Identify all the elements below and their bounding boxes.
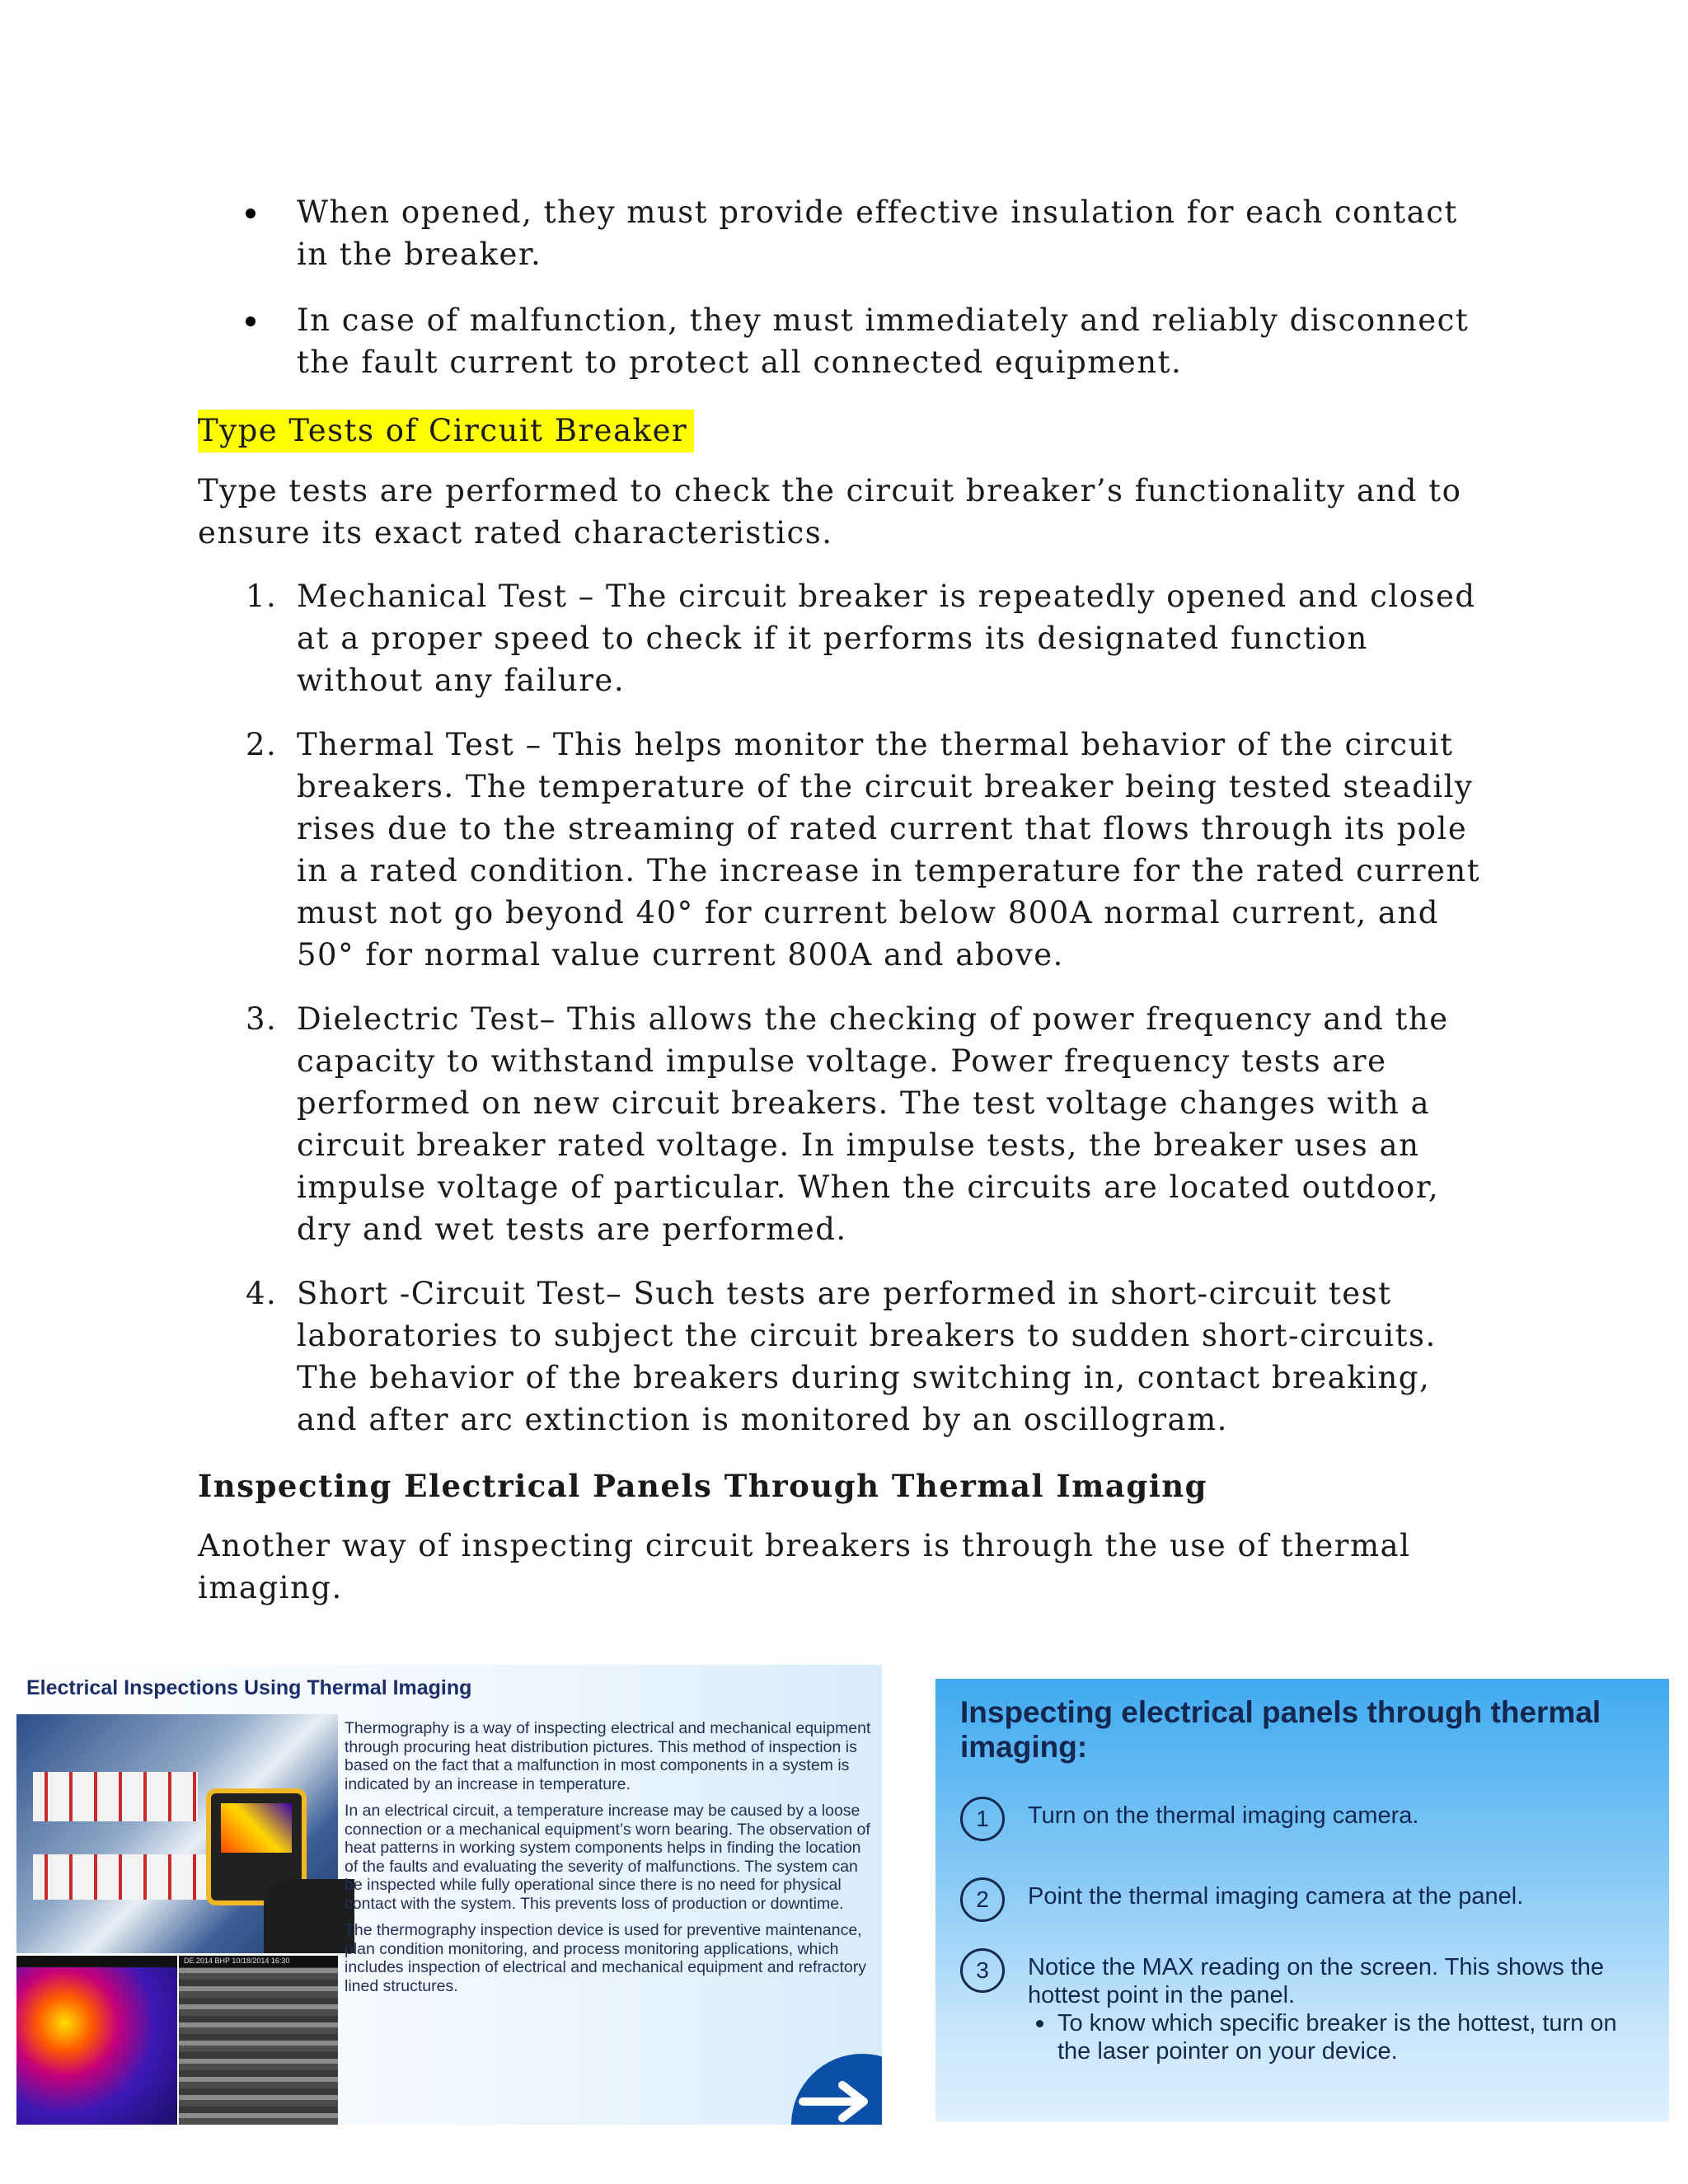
infographic-title: Inspecting electrical panels through thermal imaging: <box>960 1695 1601 1764</box>
bullet-list <box>198 191 1484 407</box>
step-number-icon: 1 <box>960 1797 1005 1841</box>
infographic-paragraph: The thermography inspection device is used for preventive maintenance, plan condition monitoring, and process monitoring applications, which includes inspection of electrical and mechanical equipment and refractory lined structures. <box>345 1921 867 1995</box>
type-tests-intro: Type tests are performed to check the circuit breaker’s functionality and to ensure its exact rated characteristics. <box>198 473 1462 551</box>
thermal-image-status-strip <box>179 1956 338 1967</box>
thermal-inspection-infographic <box>16 1665 882 2125</box>
step-text-block <box>1028 1953 1654 2065</box>
infographic-paragraph: Thermography is a way of inspecting electrical and mechanical equipment through procuring heat distribution pictures. This method of inspection is based on the fact that a malfunction in most components in a system is indicated by an increase in temperature. <box>345 1719 871 1793</box>
list-item-text: Dielectric Test– This allows the checking of power frequency and the capacity to withstand impulse voltage. Power frequency tests are performed on new circuit breakers. The test voltage changes with a circuit breaker rated voltage. In impulse tests, the breaker uses an impulse voltage of particular. When the circuits are located outdoor, dry and wet tests are performed. <box>297 1001 1449 1247</box>
infographic-title: Electrical Inspections Using Thermal Imaging <box>26 1676 472 1699</box>
bullet-icon <box>1036 2020 1043 2027</box>
step-subpoint-text: To know which specific breaker is the hottest, turn on the laser pointer on your device. <box>1057 2010 1617 2064</box>
inspection-steps-infographic <box>935 1679 1669 2121</box>
list-item <box>198 299 1484 383</box>
list-item-text: Thermal Test – This helps monitor the thermal behavior of the circuit breakers. The temperature of the circuit breaker being tested steadily rises due to the streaming of rated current that flows through its pole in a rated condition. The increase in temperature for the rated current must not go beyond 40° for current below 800A normal current, and 50° for normal value current 800A and above. <box>297 727 1481 972</box>
step-text: Notice the MAX reading on the screen. This shows the hottest point in the panel. <box>1028 1954 1605 2008</box>
infographic-paragraph: In an electrical circuit, a temperature increase may be caused by a loose connection or a mechanical equipment’s worn bearing. The observation of heat patterns in working system components helps in finding the location of the faults and evaluating the severity of malfunctions. The system can be inspected while fully operational since there is no need for physical contact with the system. This prevents loss of production or downtime. <box>345 1802 870 1913</box>
list-item <box>198 575 1484 701</box>
step-text: Point the thermal imaging camera at the panel. <box>1028 1883 1524 1910</box>
bullet-icon <box>246 209 256 218</box>
arrow-right-icon <box>791 2054 882 2125</box>
list-item-text: Mechanical Test – The circuit breaker is repeatedly opened and closed at a proper speed to check if it performs its designated function without any failure. <box>297 579 1476 698</box>
camera-screen <box>221 1803 292 1853</box>
step-subpoint <box>1028 2009 1654 2065</box>
breaker-row-image <box>33 1854 214 1900</box>
type-tests-heading: Type Tests of Circuit Breaker <box>198 410 694 452</box>
infographic-body <box>345 1719 872 2004</box>
list-item <box>198 191 1484 275</box>
list-item <box>198 724 1484 976</box>
thermal-timestamp: DE.2014 BHP 10/18/2014 16:30 <box>184 1957 290 1965</box>
step-number-icon: 2 <box>960 1877 1005 1922</box>
list-number: 4. <box>246 1276 278 1311</box>
numbered-list <box>198 575 1484 1463</box>
list-item-text: Short -Circuit Test– Such tests are performed in short-circuit test laboratories to subject the circuit breakers to sudden short-circuits. The behavior of the breakers during switching in, contact breaking, and after arc extinction is monitored by an oscillogram. <box>297 1276 1437 1437</box>
list-item <box>198 1272 1484 1441</box>
breaker-row-image <box>33 1772 198 1821</box>
list-number: 1. <box>246 579 278 614</box>
thermal-imaging-intro: Another way of inspecting circuit breakers is through the use of thermal imaging. <box>198 1528 1411 1605</box>
panel-photo <box>179 1956 338 2125</box>
bullet-icon <box>246 316 256 326</box>
list-number: 2. <box>246 727 278 762</box>
thermal-imaging-heading: Inspecting Electrical Panels Through Thermal Imaging <box>198 1468 1208 1504</box>
bullet-text: When opened, they must provide effective insulation for each contact in the breaker. <box>297 194 1458 272</box>
panel-inspection-photo <box>16 1714 338 1953</box>
list-number: 3. <box>246 1001 278 1037</box>
hand-image <box>264 1879 354 1953</box>
list-item <box>198 998 1484 1250</box>
thermal-image <box>16 1956 177 2125</box>
bullet-text: In case of malfunction, they must immediately and reliably disconnect the fault current to protect all connected equipment. <box>297 302 1470 380</box>
thermal-image-status-strip <box>16 1956 177 1967</box>
step-text: Turn on the thermal imaging camera. <box>1028 1802 1419 1829</box>
step-number-icon: 3 <box>960 1948 1005 1993</box>
